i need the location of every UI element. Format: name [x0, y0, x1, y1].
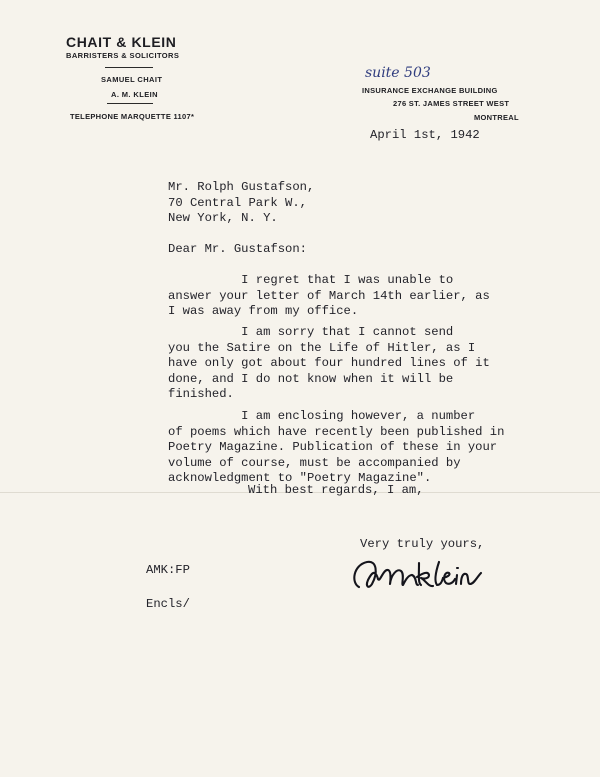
street-address: 276 ST. JAMES STREET WEST: [393, 99, 510, 108]
valediction: Very truly yours,: [360, 537, 485, 551]
partner-name: SAMUEL CHAIT: [101, 75, 163, 84]
body-paragraph: I am sorry that I cannot send you the Satire on the Life of Hitler, as I have only got about four hundred lines of it done, and I do not know when it will be finished.: [168, 325, 490, 401]
partner-name: A. M. KLEIN: [111, 90, 158, 99]
handwritten-suite-note: suite 503: [365, 65, 431, 81]
letterhead-rule: [105, 67, 153, 68]
city: MONTREAL: [474, 113, 519, 122]
body-paragraph: I am enclosing however, a number of poems which have recently been published in Poetry Magazine. Publication of these in your volume of course, must be accompanied by acknowledgment to "Poetry Magazine".: [168, 409, 505, 485]
letter-date: April 1st, 1942: [370, 128, 480, 142]
building-name: INSURANCE EXCHANGE BUILDING: [362, 86, 498, 95]
telephone: TELEPHONE MARQUETTE 1107*: [70, 112, 195, 121]
handwritten-signature: [345, 553, 510, 595]
letterhead-rule: [107, 103, 153, 104]
closing-line: With best regards, I am,: [248, 483, 424, 497]
enclosure-note: Encls/: [146, 597, 190, 611]
body-paragraph: I regret that I was unable to answer your letter of March 14th earlier, as I was away from my office.: [168, 273, 490, 318]
firm-name: CHAIT & KLEIN: [66, 34, 177, 50]
typist-initials: AMK:FP: [146, 563, 190, 577]
firm-subtitle: BARRISTERS & SOLICITORS: [66, 51, 180, 60]
salutation: Dear Mr. Gustafson:: [168, 242, 307, 256]
recipient-address: Mr. Rolph Gustafson, 70 Central Park W., New York, N. Y.: [168, 180, 315, 225]
